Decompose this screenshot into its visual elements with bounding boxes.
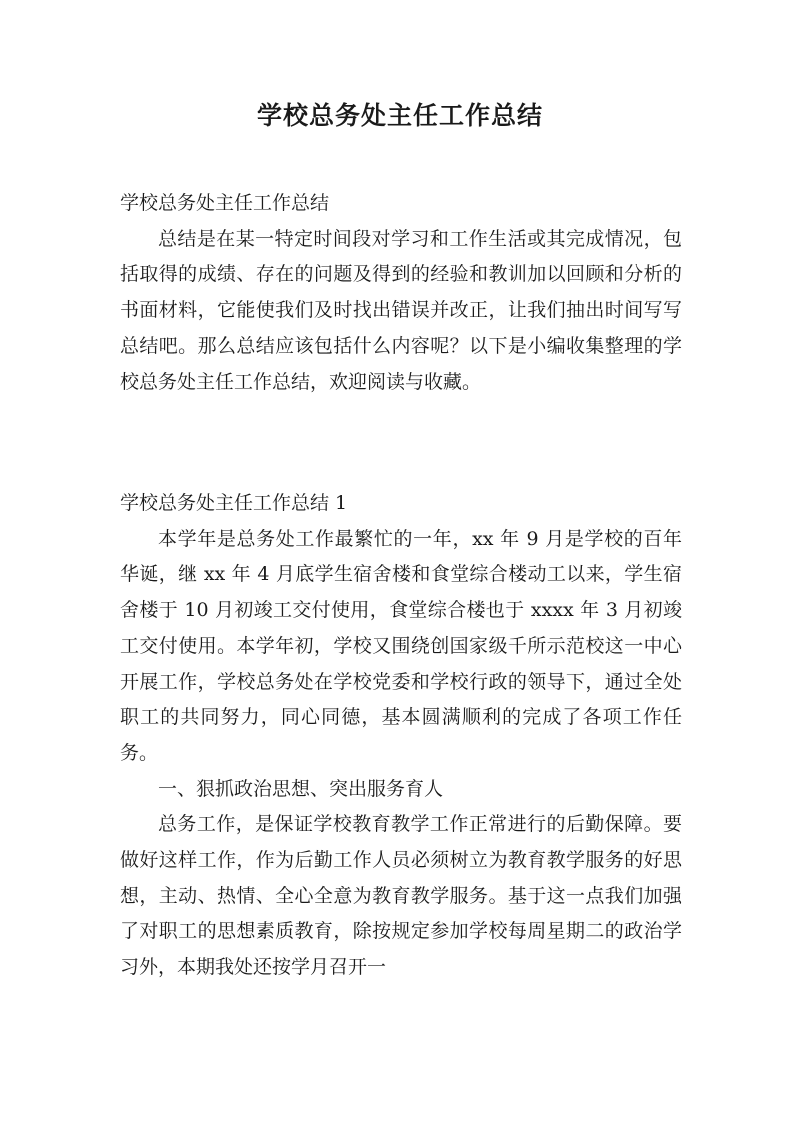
section-1 [120, 486, 682, 986]
section-1-heading: 学校总务处主任工作总结 1 [120, 492, 348, 514]
intro-paragraph: 总结是在某一特定时间段对学习和工作生活或其完成情况，包括取得的成绩、存在的问题及得到的经验和教训加以回顾和分析的书面材料，它能使我们及时找出错误并改正，让我们抽出时间写写总结吧。那么总结应该包括什么内容呢？以下是小编收集整理的学校总务处主任工作总结，欢迎阅读与收藏。 [120, 227, 682, 393]
section-1-paragraph-2: 总务工作，是保证学校教育教学工作正常进行的后勤保障。要做好这样工作，作为后勤工作人员必须树立为教育教学服务的好思想，主动、热情、全心全意为教育教学服务。基于这一点我们加强了对职工的思想素质教育，除按规定参加学校每周星期二的政治学习外，本期我处还按学月召开一 [120, 813, 682, 979]
intro-heading: 学校总务处主任工作总结 [120, 192, 330, 214]
section-1-paragraph-1: 本学年是总务处工作最繁忙的一年，xx 年 9 月是学校的百年华诞，继 xx 年 4 月底学生宿舍楼和食堂综合楼动工以来，学生宿舍楼于 10 月初竣工交付使用，食堂综合楼也于 xxxx 年 3 月初竣工交付使用。本学年初，学校又围绕创国家级千所示范校这一中心开展工作，学校总务处在学校党委和学校行政的领导下，通过全处职工的共同努力，同心同德，基本圆满顺利的完成了各项工作任务。 [120, 527, 682, 764]
document-title: 学校总务处主任工作总结 [256, 101, 543, 130]
intro-section [120, 186, 682, 400]
section-1-subheading: 一、狠抓政治思想、突出服务育人 [158, 777, 444, 800]
